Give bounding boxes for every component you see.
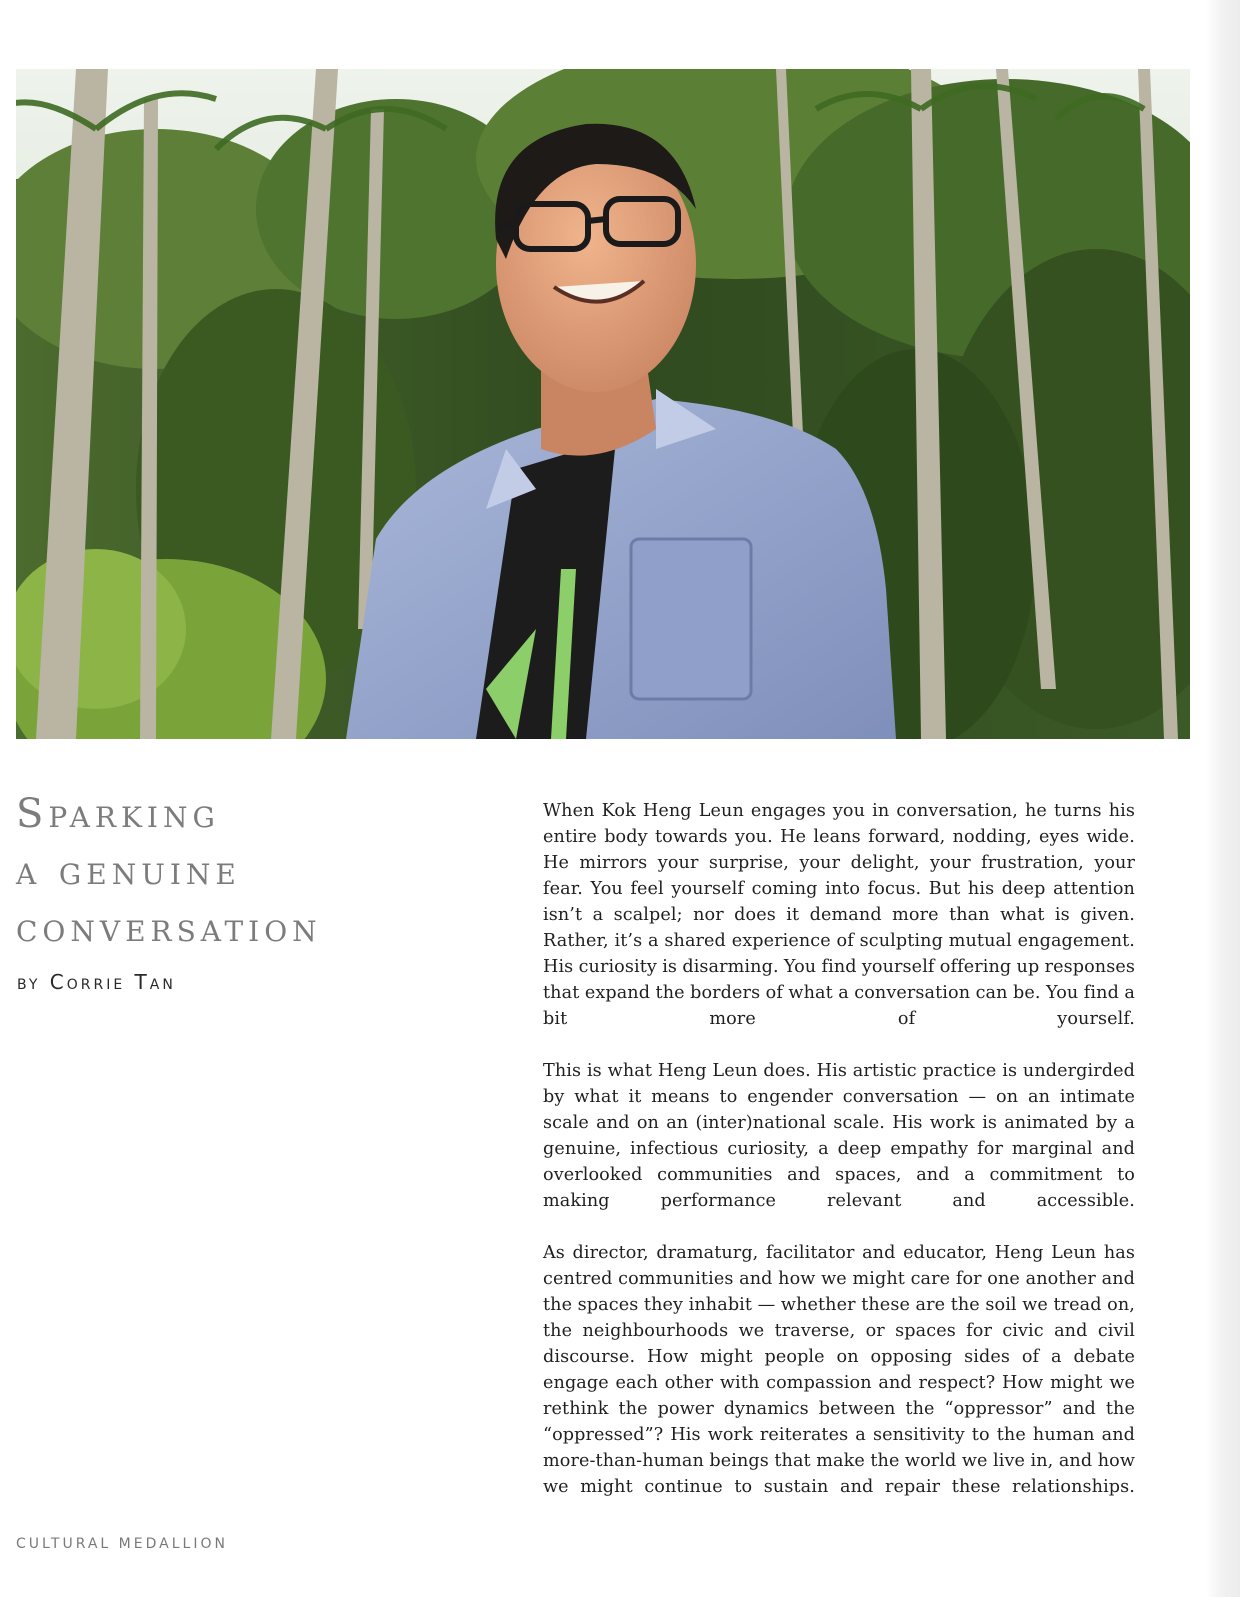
title-line-3: conversation xyxy=(16,905,322,951)
running-footer: CULTURAL MEDALLION xyxy=(16,1536,228,1552)
title-line-1: Sparking xyxy=(16,791,220,837)
portrait-photo xyxy=(16,69,1190,739)
title-line-2: a genuine xyxy=(16,848,241,894)
body-paragraph-1: When Kok Heng Leun engages you in conversation, he turns his entire body towards you. He leans forward, nodding, eyes wide. He mirrors your surprise, your delight, your frustration, your fear. You feel yourself coming into focus. But his deep attention isn’t a scalpel; nor does it demand more than what is given. Rather, it’s a shared experience of sculpting mutual engagement. His curiosity is disarming. You find yourself offering up responses that expand the borders of what a conversation can be. You find a bit more of yourself. xyxy=(543,801,1135,1029)
body-paragraph-2: This is what Heng Leun does. His artistic practice is undergirded by what it means to engender conversation — on an intimate scale and on an (inter)national scale. His work is animated by a genuine, infectious curiosity, a deep empathy for marginal and overlooked communities and spaces, and a commitment to making performance relevant and accessible. xyxy=(543,1061,1135,1211)
body-paragraph-3: As director, dramaturg, facilitator and educator, Heng Leun has centred communities and how we might care for one another and the spaces they inhabit — whether these are the soil we tread on, the neighbourhoods we traverse, or spaces for civic and civil discourse. How might people on opposing sides of a debate engage each other with compassion and respect? How might we rethink the power dynamics between the “oppressor” and the “oppressed”? His work reiterates a sensitivity to the human and more-than-human beings that make the world we live in, and how we might continue to sustain and repair these relationships. xyxy=(543,1243,1135,1497)
portrait-illustration xyxy=(16,69,1190,739)
article-byline: by Corrie Tan xyxy=(17,970,176,994)
article-body xyxy=(543,798,1135,1526)
page-edge-shadow xyxy=(1206,0,1240,1597)
article-title xyxy=(16,786,486,957)
